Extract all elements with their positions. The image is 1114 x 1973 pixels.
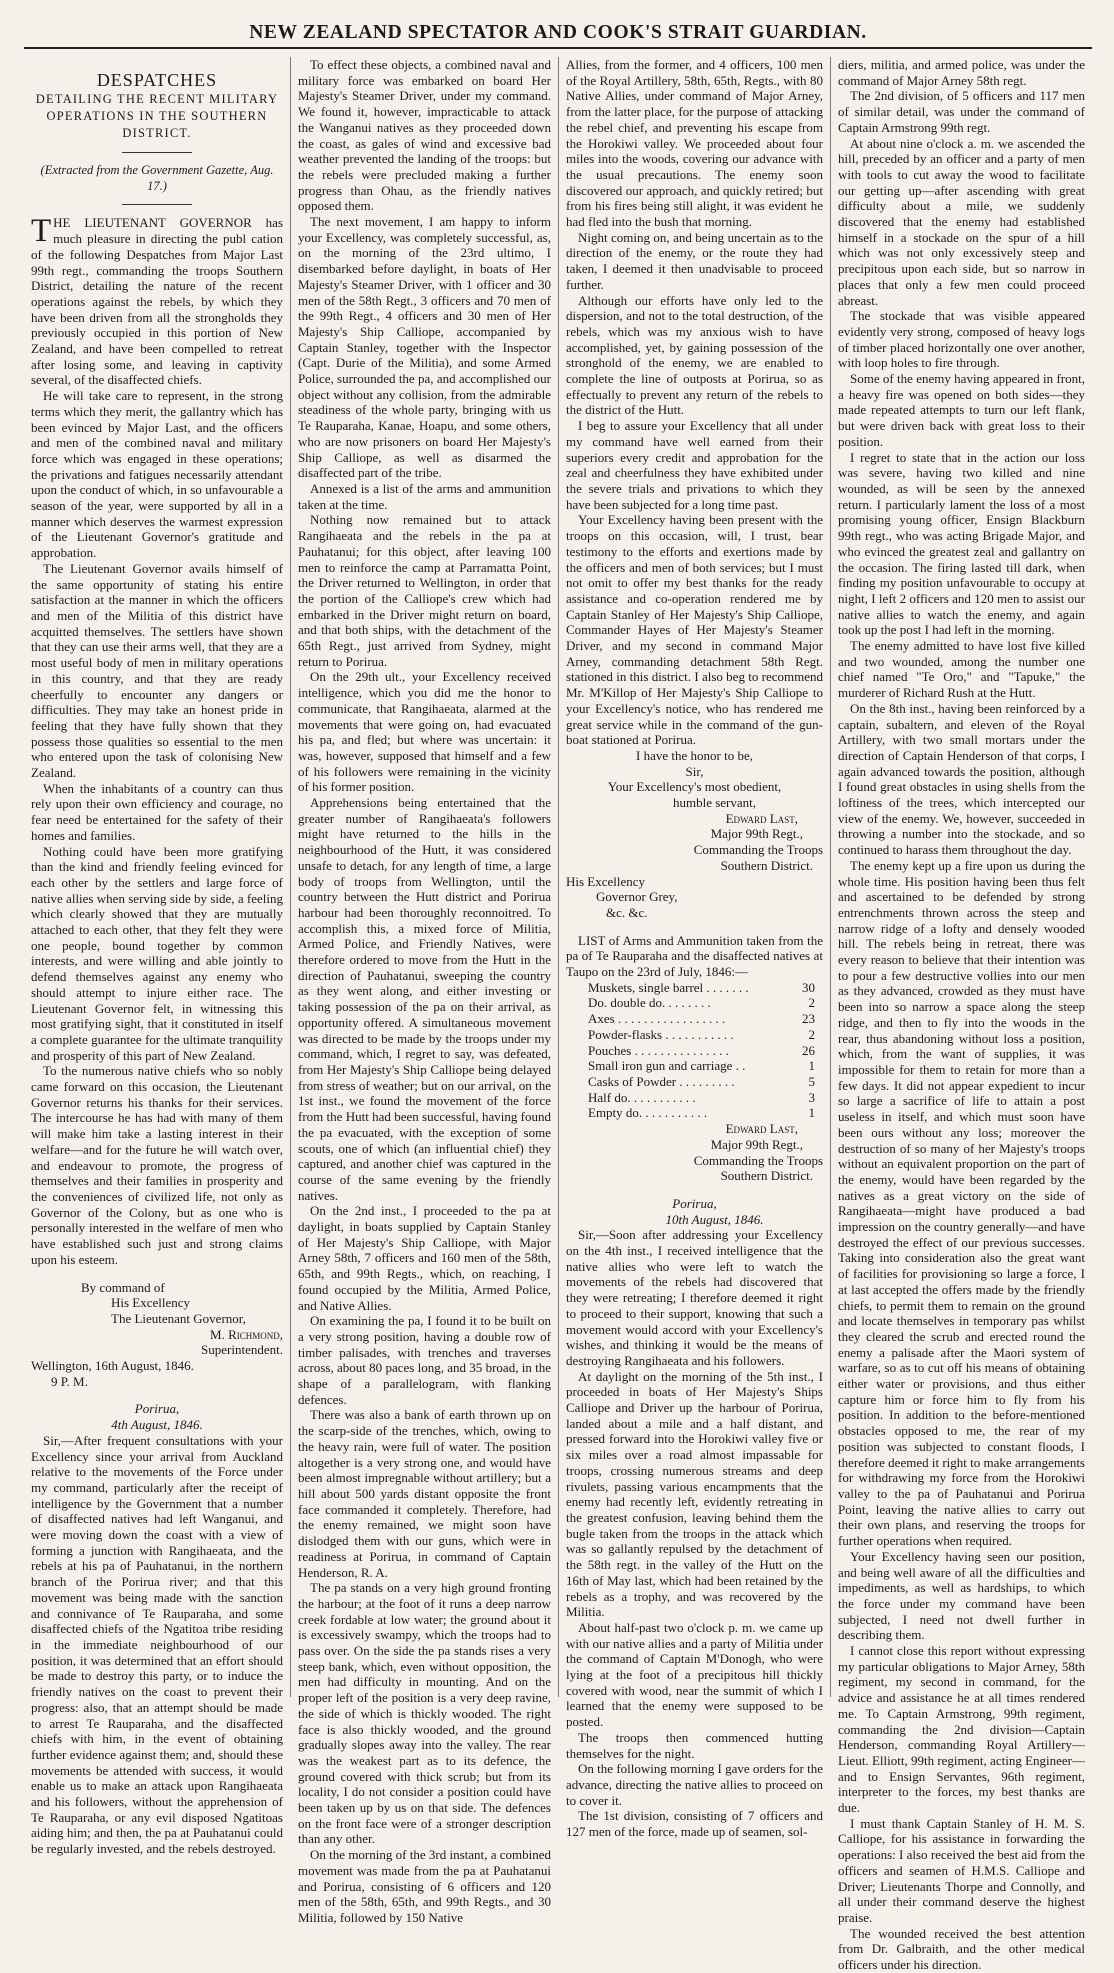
paragraph: Sir,—Soon after addressing your Excellency on the 4th inst., I received intelligence that the native allies who were left to watch the movements of the rebels had discovered that they were retreating; I therefore deemed it right to proceed to their support, knowing that such a movement would accord with your Excellency's wishes, and thinking it would be the means of destroying Rangihaeata and his followers. — [566, 1227, 823, 1368]
paragraph: The Lieutenant Governor avails himself of the same opportunity of stating his entire satisfaction at the manner in which the officers and men of the Militia of this district have acquitted themselves. The settlers have shown that they can use their arms well, that they are a most useful body of men in military operations in this country, and that they are ready cheerfully to encounter any dangers or difficulties. They may take an honest pride in feeling that they have fully shown that they possess those qualities so essential to the men who entered upon the task of colonising New Zealand. — [31, 560, 283, 781]
arms-list — [566, 933, 823, 1121]
list-item: Half do. . . . . . . . . . . 3 — [588, 1089, 815, 1105]
signer-district: Southern District. — [720, 1168, 813, 1184]
paragraph: Annexed is a list of the arms and ammunition taken at the time. — [298, 480, 551, 512]
list-item: Pouches . . . . . . . . . . . . . . . 26 — [588, 1042, 815, 1058]
signer-command: Commanding the Troops — [693, 842, 823, 858]
dateline: Wellington, 16th August, 1846. — [31, 1358, 194, 1374]
paragraph: The wounded received the best attention from Dr. Galbraith, and the other medical officers under his direction. — [838, 1925, 1085, 1973]
article-subheading-1: DETAILING THE RECENT MILITARY — [35, 92, 279, 106]
paragraph: Night coming on, and being uncertain as to the direction of the enemy, or the route they had taken, I deemed it then unadvisable to proceed further. — [566, 229, 823, 292]
paragraph: Nothing could have been more gratifying than the kind and friendly feeling evinced for each other by the settlers and large force of native allies when serving side by side, a feeling which clearly showed that they are mutually attached to each other, that they felt they were one people, bound together by common interests, and were willing and able jointly to defend themselves against any enemy who should attempt to injure either race. The Lieutenant Governor felt, in witnessing this most gratifying sight, that it constituted in itself a complete guarantee for the ultimate tranquility and prosperity of this part of New Zealand. — [31, 843, 283, 1063]
list-item: Empty do. . . . . . . . . . . 1 — [588, 1105, 815, 1121]
paragraph: To the numerous native chiefs who so nobly came forward on this occasion, the Lieutenant Governor returns his thanks for their services. The intercourse he has had with many of them will make him take a lasting interest in their welfare—and for the future he will watch over, and endeavour to promote, the progress of themselves and their families in prosperity and the conveniences of civilized life, not only as Governor of the Colony, but as one who is personally interested in the welfare of men who have established such just and strong claims upon his esteem. — [31, 1063, 283, 1267]
paragraph: diers, militia, and armed police, was under the command of Major Arney 58th regt. — [838, 57, 1085, 88]
divider — [122, 204, 192, 205]
paragraph: The next movement, I am happy to inform your Excellency, was completely successful, as, on the morning of the 23rd ultimo, I disembarked before daylight, in boats of Her Majesty's Steamer Driver, with 1 officer and 30 men of the 58th Regt., 3 officers and 70 men of the 99th Regt., 4 officers and 30 men of Her Majesty's Ship Calliope, accompanied by Captain Stanley, together with the Inspector (Capt. Durie of the Militia), and some Armed Police, surrounded the pa, and accomplished our object without any collision, from the admirable steadiness of the whole party, bringing with us Te Rauparaha, Kanae, Hoapu, and some others, who are now prisoners on board Her Majesty's Ship Calliope, as well as disarmed the disaffected part of the tribe. — [298, 214, 551, 481]
paragraph: Nothing now remained but to attack Rangihaeata and the rebels in the pa at Pauhatanui; for this object, after leaving 100 men to reinforce the camp at Parramatta Point, the Driver returned to Wellington, in order that the portion of the Calliope's crew which had embarked in the Driver might return on board, and that both ships, with the detachment of the 65th Regt., just arrived from Sydney, might return to Porirua. — [298, 512, 551, 669]
paragraph: Allies, from the former, and 4 officers, 100 men of the Royal Artillery, 58th, 65th, Regts., with 80 Native Allies, under command of Major Arney, from the latter place, for the purpose of attacking the rebel chief, and preventing his escape from the Horokiwi valley. We proceeded about four miles into the woods, covering our advance with the usual precautions. The enemy soon discovered our approach, and quickly retired; but from his fires being still alight, it was evident he had fled into the bush that morning. — [566, 57, 823, 230]
paragraph: I beg to assure your Excellency that all under my command have well earned from their superiors every credit and approbation for the zeal and cheerfulness they have exhibited under the severe trials and privations to which they have been subjected for a long time past. — [566, 418, 823, 512]
article-subheading-3: DISTRICT. — [122, 126, 192, 140]
closing-obedient: Your Excellency's most obedient, — [607, 779, 782, 795]
paragraph: At about nine o'clock a. m. we ascended the hill, preceded by an officer and a party of men with tools to cut away the wood to facilitate our getting up—after ascending with great difficulty about a mile, we suddenly discovered that the enemy had established himself in a stockade on the spur of a hill which was not only excessively steep and precipitous upon each side, but so narrow in places that only a few men could proceed abreast. — [838, 135, 1085, 308]
paragraph: There was also a bank of earth thrown up on the scarp-side of the trenches, which, owing to the heavy rain, were full of water. The position altogether is a very strong one, and would have been almost impregnable without artillery; but a hill about 500 yards distant opposite the front face commanded it completely. Therefore, had the enemy remained, we might soon have dislodged them with our guns, which were in readiness at Porirua, in command of Captain Henderson, R. A. — [298, 1407, 551, 1580]
paragraph: The 2nd division, of 5 officers and 117 men of similar detail, was under the command of Captain Armstrong 99th regt. — [838, 88, 1085, 135]
masthead: NEW ZEALAND SPECTATOR AND COOK'S STRAIT GUARDIAN. — [24, 22, 1092, 49]
signer-title: Superintendent. — [201, 1342, 283, 1358]
paragraph: On the 29th ult., your Excellency received intelligence, which you did me the honor to communicate, that Rangihaeata, alarmed at the movements that were going on, had evacuated his pa, and fled; but where was uncertain: it was, however, supposed that himself and a few of his followers were remaining in the vicinity of his former position. — [298, 669, 551, 795]
paragraph: To effect these objects, a combined naval and military force was embarked on board Her Majesty's Steamer Driver, under my command. We found it, however, impracticable to attack the Wanganui natives as they proceeded down the coast, as gales of wind and excessive bad weather prevented the landing of the troops: but the rebels were precluded making a further progress than Ohau, as the friendly natives opposed them. — [298, 57, 551, 214]
list-item: Axes . . . . . . . . . . . . . . . . . 23 — [588, 1011, 815, 1027]
addressee-1: His Excellency — [566, 873, 646, 889]
command-line: By command of — [81, 1279, 165, 1295]
columns — [24, 57, 1092, 1973]
list-item: Muskets, single barrel . . . . . . . 30 — [588, 979, 815, 995]
paragraph: THE LIEUTENANT GOVERNOR has much pleasure in directing the publ cation of the following Despatches from Major Last 99th regt., commanding the troops Southern District, detailing the nature of the recent operations against the rebels, by which they have been driven from all the strongholds they previously occupied in this portion of New Zealand, and have been compelled to retreat after losing some, and leaving in captivity several, of the disaffected chiefs. — [31, 213, 283, 388]
paragraph: I cannot close this report without expressing my particular obligations to Major Arney, 58th regiment, my second in command, for the advice and assistance he at all times rendered me. To Captain Armstrong, 99th regiment, commanding the 2nd division—Captain Henderson, commanding Royal Artillery—Lieut. Elliott, 99th regiment, acting Engineer—and to Ensign Servantes, 96th regiment, interpreter to the forces, my best thanks are due. — [838, 1643, 1085, 1816]
article-subheading-2: OPERATIONS IN THE SOUTHERN — [46, 109, 268, 123]
paragraph: The enemy kept up a fire upon us during the whole time. His position having been thus felt and ascertained to be defended by strong entrenchments thrown across the steep and narrow ridge of a lofty and densely wooded hill. The rebels being in retreat, there was every reason to believe that their intention was to pour a few destructive vollies into our men as they advanced, crowded as they must have been into so narrow a space along the steep ridge, and then to fly into the woods in the rear, thus abandoning without loss a position, which, from the want of supplies, it was impossible for them to retain for more than a few days. It did not appear expedient to incur so large a sacrifice of life to attain a post useless in itself, and which must soon have been ours without any loss; moreover the destruction of so many of her Majesty's troops without an equivalent proportion on the part of the enemy, would have been regarded by the natives as a great victory on the side of Rangihaeata—might have produced a bad impression on the country generally—and have destroyed the effect of our previous successes. Taking into consideration also the great want of facilities for provisioning so large a force, I at last accepted the offers made by the friendly chiefs, to permit them to remain on the ground and locate themselves in temporary pas whilst they cleared the scrub and erected round the enemy a palisade after the Maori system of warfare, so as to cut off his means of obtaining either water or provisions, and thus either capture him or force him to fly from his position. In addition to the before-mentioned obstacles opposed to me, the rear of my position was subjected to constant floods, I therefore deemed it right to make arrangements for withdrawing my force from the Horokiwi valley to the pa of Pauhatanui and Porirua Point, leaving the native allies to carry out their own plans, and reserving the troops for further operations when required. — [838, 857, 1085, 1549]
paragraph: Although our efforts have only led to the dispersion, and not to the total destruction, of the rebels, which was my anxious wish to have accomplished, yet, by gaining possession of the stronghold of the enemy, we are enabled to complete the line of outposts at Porirua, so as effectually to prevent any return of the rebels to the district of the Hutt. — [566, 292, 823, 418]
paragraph: About half-past two o'clock p. m. we came up with our native allies and a party of Militia under the command of Captain M'Donogh, who were lying at the foot of a precipitous hill thickly covered with wood, near the summit of which I learned that the enemy were supposed to be posted. — [566, 1619, 823, 1730]
letter-place: Porirua, — [672, 1195, 717, 1211]
signer-name: Edward Last, — [725, 1121, 798, 1137]
signer-command: Commanding the Troops — [693, 1152, 823, 1168]
paragraph: Apprehensions being entertained that the greater number of Rangihaeata's followers might have returned to the hills in the neighbourhood of the Hutt, it was considered unsafe to detach, for any length of time, a large body of troops from Wellington, until the country between the Hutt district and Porirua harbour had been thoroughly reconnoitred. To accomplish this, a mixed force of Militia, Armed Police, and Friendly Natives, were therefore ordered to move from the Hutt in the direction of Pauhatanui, sweeping the country as they went along, and either investing or taking possession of the pa on their arrival, as opportunity offered. A simultaneous movement was directed to be made by the troops under my command, which, I regret to say, was defeated, from Her Majesty's Ship Calliope being delayed from stress of weather; but on our arrival, on the 1st inst., we found the movement of the force from the Hutt had been successful, having found the pa evacuated, with the exception of some scouts, one of which (an influential chief) they captured, and another chief was captured in the course of the same evening by the friendly natives. — [298, 795, 551, 1203]
list-item: Do. double do. . . . . . . . 2 — [588, 995, 815, 1011]
divider — [122, 152, 192, 153]
article-heading: DESPATCHES — [96, 70, 218, 90]
paragraph: Your Excellency having seen our position, and being well aware of all the difficulties and impediments, as well as hardships, to which the force under my command have been subjected, I need not dwell further in describing them. — [838, 1548, 1085, 1643]
signer-rank: Major 99th Regt., — [710, 1136, 803, 1152]
signer-district: Southern District. — [720, 857, 813, 873]
list-item: Powder-flasks . . . . . . . . . . . 2 — [588, 1026, 815, 1042]
paragraph: The troops then commenced hutting themselves for the night. — [566, 1729, 823, 1761]
arms-list-heading: LIST of Arms and Ammunition taken from the pa of Te Rauparaha and the disaffected natives at Taupo on the 23rd of July, 1846:— — [566, 932, 823, 980]
his-excellency-line: His Excellency — [111, 1295, 191, 1311]
letter-date: 10th August, 1846. — [665, 1211, 764, 1227]
addressee-3: &c. &c. — [606, 904, 648, 920]
paragraph: He will take care to represent, in the strong terms which they merit, the gallantry which has been evinced by Major Last, and the officers and men of the combined naval and military force which was engaged in these operations; the privations and fatigues necessarily attendant upon the conduct of which, in so unfavourable a season of the year, were supported by all in a manner which deserves the warmest expression of the Lieutenant Governor's gratitude and approbation. — [31, 388, 283, 561]
closing-honor: I have the honor to be, — [636, 747, 753, 763]
signer-name: Edward Last, — [725, 810, 798, 826]
closing-humble: humble servant, — [672, 795, 757, 811]
signer-name: M. Richmond, — [210, 1326, 283, 1342]
column-4 — [830, 57, 1092, 1973]
paragraph: The enemy admitted to have lost five killed and two wounded, among the number one chief named "Te Oro," and "Tapuke," the murderer of Richard Rush at the Hutt. — [838, 638, 1085, 701]
paragraph: The stockade that was visible appeared evidently very strong, composed of heavy logs of timber placed horizontally one over another, with loop holes to fire through. — [838, 308, 1085, 371]
column-1 — [24, 57, 290, 1857]
closing-sir: Sir, — [685, 763, 704, 779]
list-item: Casks of Powder . . . . . . . . . 5 — [588, 1074, 815, 1089]
paragraph: Some of the enemy having appeared in front, a heavy fire was opened on both sides—they made repeated attempts to turn our left flank, but were driven back with great loss to their position. — [838, 371, 1085, 449]
drop-cap: T — [31, 213, 52, 250]
column-3 — [558, 57, 830, 1840]
paragraph: On the following morning I gave orders for the advance, directing the native allies to proceed on to cover it. — [566, 1761, 823, 1808]
paragraph: I regret to state that in the action our loss was severe, having two killed and nine wounded, as will be seen by the annexed return. I particularly lament the loss of a most promising young officer, Ensign Blackburn 99th regt., who was acting Brigade Major, and who evinced the greatest zeal and gallantry on the occasion. The firing lasted till dark, when finding my position unfavourable to occupy at night, I left 2 officers and 120 men to assist our native allies to watch the enemy, and again took up the post I had left in the morning. — [838, 449, 1085, 638]
paragraph: On examining the pa, I found it to be built on a very strong position, having a double row of timber palisades, with trenches and traverses across, about 80 paces long, and 35 broad, in the shape of a parallelogram, with flanking defences. — [298, 1313, 551, 1407]
paragraph: Your Excellency having been present with the troops on this occasion, will, I trust, bear testimony to the efforts and exertions made by the officers and men of both services; but I must not omit to offer my best thanks for the ready assistance and co-operation rendered me by Captain Stanley of Her Majesty's Ship Calliope, Commander Hayes of Her Majesty's Steamer Driver, and my second in command Major Arney, commanding detachment 58th Regt. stationed in this district. I also beg to recommend Mr. M'Killop of Her Majesty's Ship Calliope to your Excellency's notice, who has rendered me great service while in the command of the gun-boat stationed at Porirua. — [566, 512, 823, 748]
letter-place: Porirua, — [134, 1401, 180, 1417]
paragraph: On the 2nd inst., I proceeded to the pa at daylight, in boats supplied by Captain Stanley of Her Majesty's Ship Calliope, with Major Arney 58th, 7 officers and 160 men of the 58th, 65th, and 99th Regts., which, on reaching, I found occupied by the Militia, Armed Police, and Native Allies. — [298, 1203, 551, 1313]
paragraph: On the morning of the 3rd instant, a combined movement was made from the pa at Pauhatanui and Porirua, consisting of 6 officers and 120 men of the 58th, 65th, and 99th Regts., and 30 Militia, followed by 150 Native — [298, 1847, 551, 1925]
time-line: 9 P. M. — [51, 1373, 88, 1389]
signer-rank: Major 99th Regt., — [710, 826, 803, 842]
paragraph: On the 8th inst., having been reinforced by a captain, subaltern, and eleven of the Royal Artillery, with two small mortars under the direction of Captain Henderson of that corps, I again advanced towards the position, although I found great obstacles in using shells from the loftiness of the trees, which intercepted our view of the enemy. We, however, succeeded in throwing a number into the stockade, and so continued to harass them throughout the day. — [838, 700, 1085, 858]
column-2 — [290, 57, 558, 1925]
paragraph: The 1st division, consisting of 7 officers and 127 men of the force, made up of seamen, sol- — [566, 1808, 823, 1840]
paragraph: When the inhabitants of a country can thus rely upon their own efficiency and courage, no fear need be entertained for the safety of their homes and families. — [31, 780, 283, 843]
paragraph: The pa stands on a very high ground fronting the harbour; at the foot of it runs a deep narrow creek fordable at low water; the ground about it is excessively swampy, which the troops had to pass over. On the side the pa stands rises a very steep bank, which, even without opposition, the men had difficulty in mounting. And on the proper left of the position is a very deep ravine, the side of which is thickly wooded. The right face is also thickly wooded, and the ground gradually slopes away into the valley. The rear was the weakest part as to its defence, the ground covered with thick scrub; but from its locality, I do not consider a position could have been taken up by us on that side. The defences on the front face were of a stronger description than any other. — [298, 1580, 551, 1847]
letter-date: 4th August, 1846. — [111, 1417, 203, 1433]
article-source: (Extracted from the Government Gazette, Aug. 17.) — [40, 163, 274, 193]
list-item: Small iron gun and carriage . . 1 — [588, 1058, 815, 1074]
paragraph: I must thank Captain Stanley of H. M. S. Calliope, for his assistance in forwarding the operations: I also received the best aid from the officers and seamen of H.M.S. Calliope and Driver; Lieutenants Thorpe and Connolly, and all under their command deserve the highest praise. — [838, 1815, 1085, 1925]
paragraph: Sir,—After frequent consultations with your Excellency since your arrival from Auckland relative to the movements of the Force under my command, particularly after the receipt of intelligence by the Government that a number of disaffected natives had left Wanganui, and were moving down the coast with a view of forming a junction with Rangihaeata, and the rebels at his pa of Pauhatanui, in the northern branch of the Porirua river; and that this movement was being made with the sanction and connivance of Te Rauparaha, and some disaffected chiefs of the Ngatitoa tribe residing in the immediate neighbourhood of our position, it was determined that an effort should be made to destroy this party, or to induce the friendly natives on the coast to prevent their progress: also, that an attempt should be made to arrest Te Rauparaha, and the disaffected chiefs with him, in the event of obtaining further evidence against them; and, should these movements be attended with success, it would enable us to make an attack upon Rangihaeata and his followers, without the apprehension of Te Rauparaha, or any evil disposed Ngatitoas aiding him; and then, the pa at Pauhatanui could be regularly invested, and the rebels destroyed. — [31, 1432, 283, 1857]
paragraph: At daylight on the morning of the 5th inst., I proceeded in boats of Her Majesty's Ships Calliope and Driver up the harbour of Porirua, landed about a mile and a half distant, and pressed forward into the Horokiwi valley five or six miles over a road almost impassable for troops, crossing numerous streams and deep rivulets, passing various encampments that the enemy had recently left, evidently retreating in the greatest confusion, leaving behind them the bugle taken from the troops in the attack which was so gallantly repulsed by the detachment of the 58th regt. in the valley of the Hutt on the 16th of May last, which had been retained by the rebels as a trophy, and was recovered by the Militia. — [566, 1368, 823, 1620]
addressee-2: Governor Grey, — [596, 889, 678, 905]
lt-governor-line: The Lieutenant Governor, — [111, 1310, 246, 1326]
